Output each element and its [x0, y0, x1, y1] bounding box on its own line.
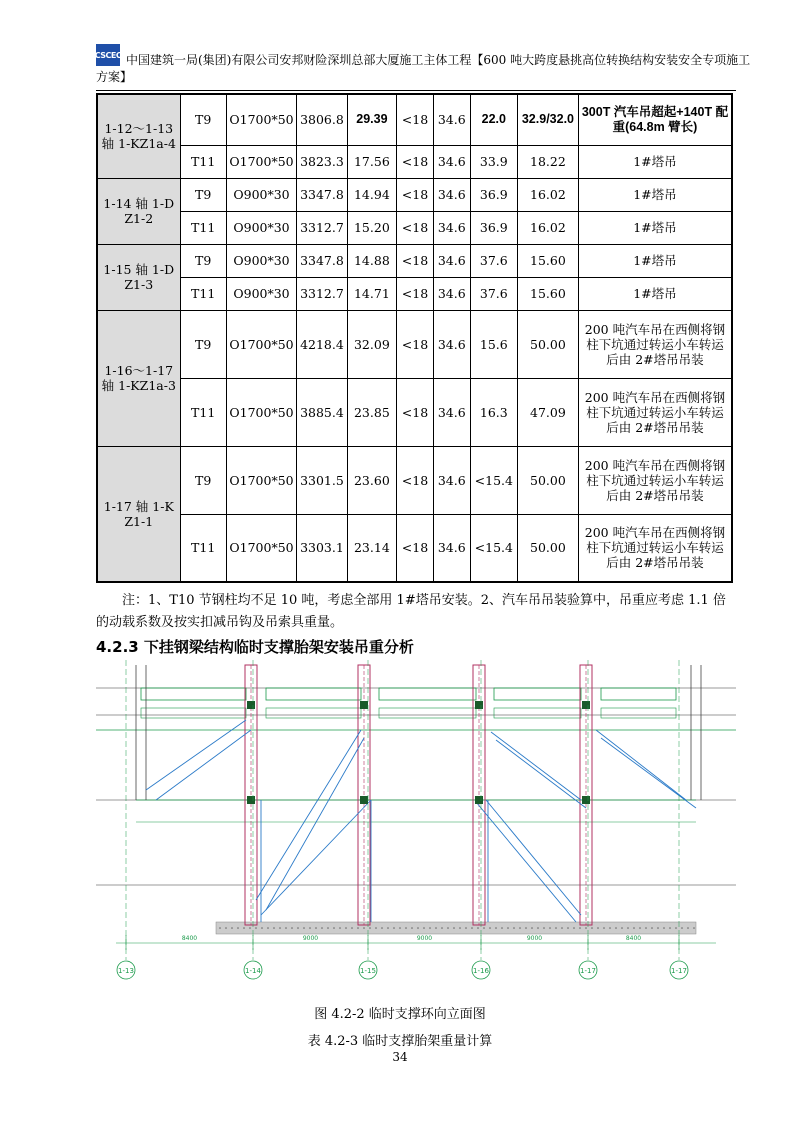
- ground-hatch-dot: [309, 927, 311, 929]
- ground-hatch-dot: [669, 927, 671, 929]
- girder-label-box: [494, 708, 581, 718]
- ground-hatch-dot: [357, 927, 359, 929]
- diagonal-brace: [256, 730, 361, 900]
- diagonal-brace: [156, 730, 251, 800]
- cell-method: 1#塔吊: [578, 277, 732, 310]
- cell-weight: 3301.5: [297, 446, 347, 514]
- ground-hatch-dot: [351, 927, 353, 929]
- ground-hatch-dot: [507, 927, 509, 929]
- ground-hatch-dot: [375, 927, 377, 929]
- cell-section: O900*30: [226, 178, 296, 211]
- ground-hatch-dot: [483, 927, 485, 929]
- diagonal-brace: [486, 800, 581, 915]
- joint-node: [475, 701, 483, 709]
- ground-hatch-dot: [561, 927, 563, 929]
- diagonal-brace: [266, 738, 364, 910]
- ground-hatch-dot: [675, 927, 677, 929]
- cell-capacity: 32.9/32.0: [517, 94, 578, 145]
- ground-hatch-dot: [321, 927, 323, 929]
- member-group-cell: 1-16～1-17 轴 1-KZ1a-3: [97, 310, 180, 446]
- diagonal-brace: [491, 732, 581, 800]
- ground-hatch-dot: [627, 927, 629, 929]
- ground-hatch-dot: [615, 927, 617, 929]
- header-title-line2: 方案】: [96, 70, 133, 84]
- cell-capacity: 50.00: [517, 310, 578, 378]
- cell-method: 300T 汽车吊超起+140T 配重(64.8m 臂长): [578, 94, 732, 145]
- axis-label: 1-13: [118, 967, 134, 975]
- table-row: [97, 244, 732, 277]
- table-row: [97, 514, 732, 582]
- cell-capacity: 50.00: [517, 514, 578, 582]
- cell-dist: 15.6: [470, 310, 517, 378]
- ground-hatch-dot: [285, 927, 287, 929]
- joint-node: [582, 701, 590, 709]
- diagonal-brace: [496, 740, 586, 808]
- cell-weight: 3347.8: [297, 244, 347, 277]
- cell-seg: T11: [180, 277, 226, 310]
- cell-method: 1#塔吊: [578, 145, 732, 178]
- ground-hatch-dot: [273, 927, 275, 929]
- top-girder: [379, 688, 476, 700]
- ground-hatch-dot: [645, 927, 647, 929]
- joint-node: [360, 701, 368, 709]
- cell-method: 1#塔吊: [578, 178, 732, 211]
- ground-hatch-dot: [531, 927, 533, 929]
- member-group-cell: 1-17 轴 1-KZ1-1: [97, 446, 180, 582]
- ground-hatch-dot: [429, 927, 431, 929]
- page-number: 34: [392, 1050, 408, 1064]
- cell-radius: <18: [397, 446, 434, 514]
- joint-node: [360, 796, 368, 804]
- ground-hatch-dot: [489, 927, 491, 929]
- table-row: [97, 94, 732, 145]
- joint-node: [582, 796, 590, 804]
- ground-hatch-dot: [405, 927, 407, 929]
- cell-radius: <18: [397, 244, 434, 277]
- ground-hatch-dot: [297, 927, 299, 929]
- cell-load: 23.60: [347, 446, 396, 514]
- cell-radius: <18: [397, 178, 434, 211]
- cell-capacity: 50.00: [517, 446, 578, 514]
- cell-load: 15.20: [347, 211, 396, 244]
- cell-dist: 37.6: [470, 244, 517, 277]
- cell-dist: <15.4: [470, 514, 517, 582]
- dimension-label: 8400: [181, 935, 198, 942]
- axis-label: 1-17: [580, 967, 596, 975]
- joint-node: [475, 796, 483, 804]
- cell-load: 14.71: [347, 277, 396, 310]
- cell-method: 1#塔吊: [578, 244, 732, 277]
- ground-hatch-dot: [585, 927, 587, 929]
- ground-hatch-dot: [363, 927, 365, 929]
- girder-label-box: [379, 708, 476, 718]
- diagonal-brace: [601, 738, 696, 808]
- cell-weight: 3303.1: [297, 514, 347, 582]
- cell-capacity: 16.02: [517, 211, 578, 244]
- member-group-cell: 1-14 轴 1-DZ1-2: [97, 178, 180, 244]
- cell-boom: 34.6: [433, 378, 470, 446]
- table-note: 注：1、T10 节钢柱均不足 10 吨，考虑全部用 1#塔吊安装。2、汽车吊吊装验算中，吊重应考虑 1.1 倍的动载系数及按实扣减吊钩及吊索具重量。: [96, 593, 726, 630]
- cell-radius: <18: [397, 94, 434, 145]
- cell-dist: 33.9: [470, 145, 517, 178]
- joint-node: [247, 796, 255, 804]
- cell-dist: <15.4: [470, 446, 517, 514]
- ground-hatch-dot: [225, 927, 227, 929]
- ground-hatch-dot: [597, 927, 599, 929]
- ground-hatch-dot: [465, 927, 467, 929]
- cell-dist: 16.3: [470, 378, 517, 446]
- ground-hatch-dot: [657, 927, 659, 929]
- ground-hatch-dot: [603, 927, 605, 929]
- top-girder: [601, 688, 676, 700]
- ground-hatch-dot: [525, 927, 527, 929]
- ground-hatch-dot: [543, 927, 545, 929]
- cell-seg: T9: [180, 446, 226, 514]
- cell-section: O1700*50: [226, 145, 296, 178]
- cell-radius: <18: [397, 310, 434, 378]
- ground-hatch-dot: [231, 927, 233, 929]
- ground-hatch-dot: [555, 927, 557, 929]
- ground-hatch-dot: [687, 927, 689, 929]
- cell-method: 200 吨汽车吊在西侧将钢柱下坑通过转运小车转运后由 2#塔吊吊装: [578, 446, 732, 514]
- cell-section: O1700*50: [226, 446, 296, 514]
- ground-hatch-dot: [441, 927, 443, 929]
- cell-radius: <18: [397, 211, 434, 244]
- ground-hatch-dot: [261, 927, 263, 929]
- joint-node: [247, 701, 255, 709]
- cell-capacity: 18.22: [517, 145, 578, 178]
- ground-hatch-dot: [453, 927, 455, 929]
- cell-method: 200 吨汽车吊在西侧将钢柱下坑通过转运小车转运后由 2#塔吊吊装: [578, 514, 732, 582]
- cell-boom: 34.6: [433, 244, 470, 277]
- table-row: [97, 446, 732, 514]
- cell-dist: 36.9: [470, 211, 517, 244]
- top-girder: [266, 688, 361, 700]
- girder-label-box: [141, 708, 246, 718]
- cell-boom: 34.6: [433, 145, 470, 178]
- ground-hatch-dot: [327, 927, 329, 929]
- cell-seg: T9: [180, 244, 226, 277]
- ground-hatch-dot: [387, 927, 389, 929]
- ground-hatch-dot: [663, 927, 665, 929]
- dimension-label: 9000: [302, 935, 319, 942]
- ground-hatch-dot: [651, 927, 653, 929]
- member-group-cell: 1-15 轴 1-DZ1-3: [97, 244, 180, 310]
- ground-hatch-dot: [255, 927, 257, 929]
- cell-boom: 34.6: [433, 94, 470, 145]
- ground-hatch-dot: [567, 927, 569, 929]
- ground-hatch-dot: [501, 927, 503, 929]
- ground-hatch-dot: [249, 927, 251, 929]
- ground-hatch-dot: [693, 927, 695, 929]
- ground-hatch-dot: [435, 927, 437, 929]
- cell-dist: 22.0: [470, 94, 517, 145]
- ground-hatch-dot: [411, 927, 413, 929]
- table-row: [97, 277, 732, 310]
- cell-radius: <18: [397, 145, 434, 178]
- cell-dist: 36.9: [470, 178, 517, 211]
- axis-label: 1-17: [671, 967, 687, 975]
- table-row: [97, 211, 732, 244]
- cell-load: 29.39: [347, 94, 396, 145]
- cell-capacity: 47.09: [517, 378, 578, 446]
- ground-hatch-dot: [291, 927, 293, 929]
- ground-hatch-dot: [513, 927, 515, 929]
- temporary-support-elevation-drawing: [96, 660, 736, 990]
- cell-seg: T9: [180, 310, 226, 378]
- ground-hatch-dot: [243, 927, 245, 929]
- table-row: [97, 378, 732, 446]
- girder-label-box: [266, 708, 361, 718]
- cell-boom: 34.6: [433, 514, 470, 582]
- ground-hatch-dot: [573, 927, 575, 929]
- cell-load: 14.88: [347, 244, 396, 277]
- ground-hatch-dot: [459, 927, 461, 929]
- diagonal-brace: [476, 802, 576, 922]
- ground-hatch-dot: [633, 927, 635, 929]
- top-girder: [141, 688, 246, 700]
- ground-hatch-dot: [423, 927, 425, 929]
- cell-section: O1700*50: [226, 310, 296, 378]
- cell-boom: 34.6: [433, 277, 470, 310]
- table-caption: 表 4.2-3 临时支撑胎架重量计算: [307, 1034, 493, 1049]
- header-title-line1: 中国建筑一局(集团)有限公司安邦财险深圳总部大厦施工主体工程【600 吨大跨度悬挑高位转换结构安装安全专项施工: [126, 53, 751, 67]
- cell-load: 14.94: [347, 178, 396, 211]
- cell-seg: T11: [180, 211, 226, 244]
- cell-load: 17.56: [347, 145, 396, 178]
- header-divider: [96, 90, 736, 91]
- ground-hatch-dot: [447, 927, 449, 929]
- ground-hatch-dot: [279, 927, 281, 929]
- ground-hatch-dot: [609, 927, 611, 929]
- cell-boom: 34.6: [433, 211, 470, 244]
- ground-hatch-dot: [681, 927, 683, 929]
- ground-hatch-dot: [549, 927, 551, 929]
- cell-method: 1#塔吊: [578, 211, 732, 244]
- lifting-load-table: [96, 93, 733, 583]
- cell-method: 200 吨汽车吊在西侧将钢柱下坑通过转运小车转运后由 2#塔吊吊装: [578, 378, 732, 446]
- cell-seg: T11: [180, 514, 226, 582]
- cell-seg: T11: [180, 378, 226, 446]
- cell-capacity: 15.60: [517, 244, 578, 277]
- cell-capacity: 15.60: [517, 277, 578, 310]
- member-group-cell: 1-12～1-13 轴 1-KZ1a-4: [97, 94, 180, 178]
- ground-hatch-dot: [399, 927, 401, 929]
- cell-seg: T9: [180, 178, 226, 211]
- cell-weight: 3347.8: [297, 178, 347, 211]
- axis-label: 1-16: [473, 967, 489, 975]
- cell-weight: 3885.4: [297, 378, 347, 446]
- cell-weight: 4218.4: [297, 310, 347, 378]
- ground-hatch-dot: [471, 927, 473, 929]
- diagonal-brace: [596, 730, 686, 800]
- ground-hatch-dot: [339, 927, 341, 929]
- axis-label: 1-14: [245, 967, 261, 975]
- girder-label-box: [601, 708, 676, 718]
- figure-caption: 图 4.2-2 临时支撑环向立面图: [314, 1007, 486, 1022]
- cell-dist: 37.6: [470, 277, 517, 310]
- ground-hatch-dot: [579, 927, 581, 929]
- cell-boom: 34.6: [433, 178, 470, 211]
- cell-boom: 34.6: [433, 310, 470, 378]
- cell-capacity: 16.02: [517, 178, 578, 211]
- cell-method: 200 吨汽车吊在西侧将钢柱下坑通过转运小车转运后由 2#塔吊吊装: [578, 310, 732, 378]
- cell-radius: <18: [397, 378, 434, 446]
- ground-hatch-dot: [495, 927, 497, 929]
- cell-load: 23.14: [347, 514, 396, 582]
- company-logo-icon: CSCEC: [96, 44, 120, 66]
- ground-hatch-dot: [219, 927, 221, 929]
- dimension-label: 8400: [625, 935, 642, 942]
- ground-hatch-dot: [333, 927, 335, 929]
- ground-hatch-dot: [237, 927, 239, 929]
- cell-load: 23.85: [347, 378, 396, 446]
- cell-section: O900*30: [226, 277, 296, 310]
- ground-hatch-dot: [477, 927, 479, 929]
- ground-hatch-dot: [621, 927, 623, 929]
- cell-weight: 3823.3: [297, 145, 347, 178]
- cell-radius: <18: [397, 514, 434, 582]
- diagonal-brace: [146, 720, 246, 790]
- cell-weight: 3312.7: [297, 211, 347, 244]
- ground-hatch-dot: [519, 927, 521, 929]
- cell-section: O900*30: [226, 211, 296, 244]
- ground-hatch-dot: [591, 927, 593, 929]
- cell-section: O1700*50: [226, 378, 296, 446]
- cell-weight: 3806.8: [297, 94, 347, 145]
- table-row: [97, 178, 732, 211]
- top-girder: [494, 688, 581, 700]
- ground-hatch-dot: [393, 927, 395, 929]
- ground-hatch-dot: [315, 927, 317, 929]
- ground-hatch-dot: [267, 927, 269, 929]
- ground-hatch-dot: [381, 927, 383, 929]
- table-row: [97, 145, 732, 178]
- axis-label: 1-15: [360, 967, 376, 975]
- table-row: [97, 310, 732, 378]
- cell-section: O900*30: [226, 244, 296, 277]
- diagonal-brace: [261, 800, 371, 915]
- dimension-label: 9000: [526, 935, 543, 942]
- cell-boom: 34.6: [433, 446, 470, 514]
- ground-hatch-dot: [303, 927, 305, 929]
- ground-hatch-dot: [417, 927, 419, 929]
- ground-hatch-dot: [639, 927, 641, 929]
- cell-radius: <18: [397, 277, 434, 310]
- cell-seg: T11: [180, 145, 226, 178]
- cell-section: O1700*50: [226, 94, 296, 145]
- cell-seg: T9: [180, 94, 226, 145]
- section-heading: 4.2.3 下挂钢梁结构临时支撑胎架安装吊重分析: [96, 638, 414, 656]
- ground-hatch-dot: [537, 927, 539, 929]
- cell-section: O1700*50: [226, 514, 296, 582]
- ground-hatch-dot: [345, 927, 347, 929]
- ground-hatch-dot: [369, 927, 371, 929]
- dimension-label: 9000: [416, 935, 433, 942]
- cell-load: 32.09: [347, 310, 396, 378]
- ground-foundation: [216, 922, 696, 934]
- cell-weight: 3312.7: [297, 277, 347, 310]
